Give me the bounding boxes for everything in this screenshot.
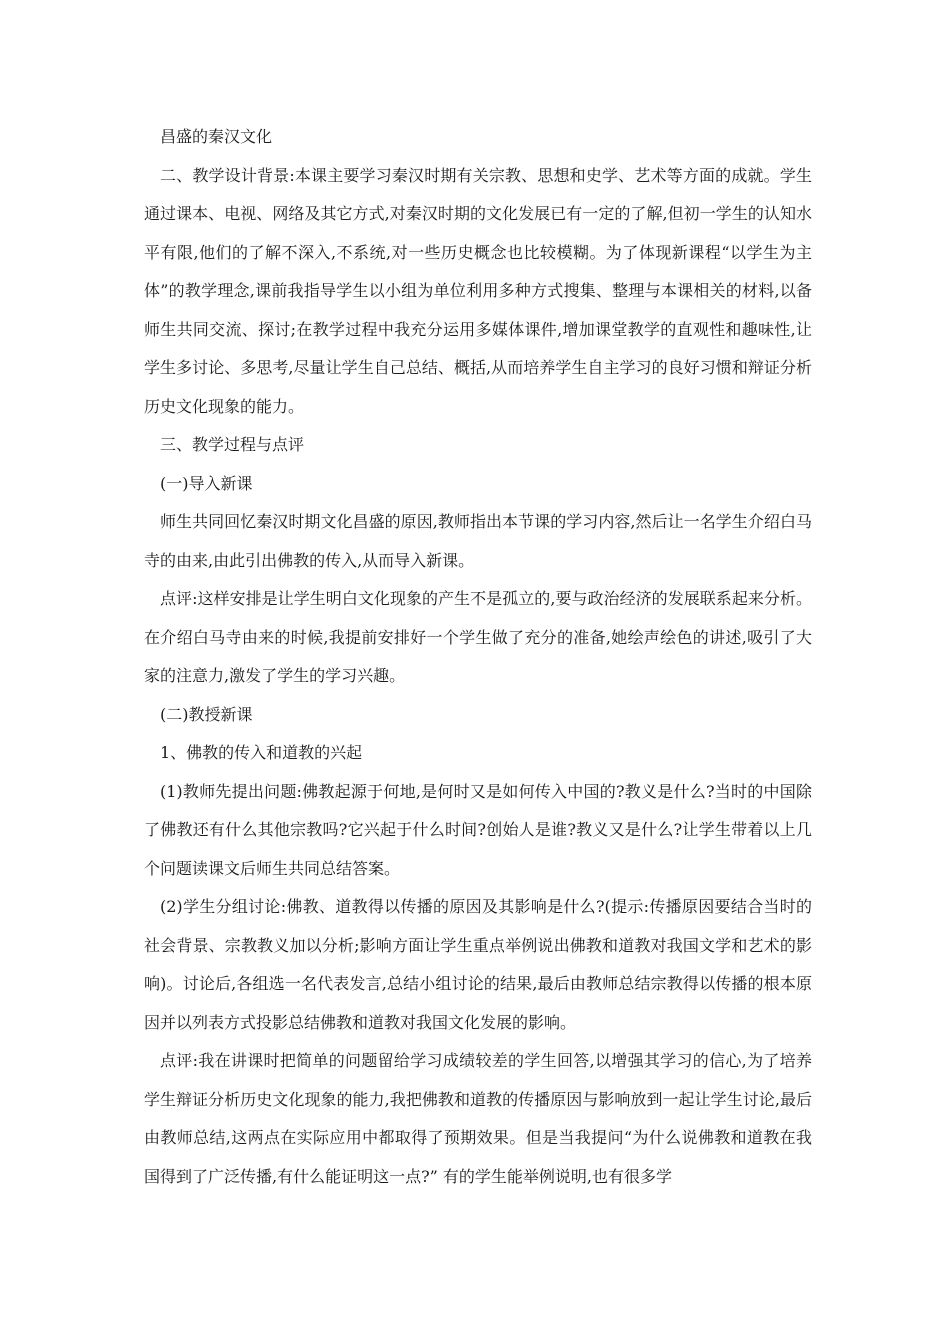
subsection-heading-teaching: (二)教授新课 (160, 704, 253, 724)
paragraph-comment-intro: 点评:这样安排是让学生明白文化现象的产生不是孤立的,要与政治经济的发展联系起来分析。在介绍白马寺由来的时候,我提前安排好一个学生做了充分的准备,她绘声绘色的讲述,吸引了大家的注意力,激发了学生的学习兴趣。 (144, 589, 812, 685)
paragraph-step-2: (2)学生分组讨论:佛教、道教得以传播的原因及其影响是什么?(提示:传播原因要结合当时的社会背景、宗教教义加以分析;影响方面让学生重点举例说出佛教和道教对我国文学和艺术的影响)。讨论后,各组选一名代表发言,总结小组讨论的结果,最后由教师总结宗教得以传播的根本原因并以列表方式投影总结佛教和道教对我国文化发展的影响。 (144, 897, 812, 1032)
paragraph-intro: 师生共同回忆秦汉时期文化昌盛的原因,教师指出本节课的学习内容,然后让一名学生介绍白马寺的由来,由此引出佛教的传入,从而导入新课。 (144, 512, 812, 570)
section-heading-process: 三、教学过程与点评 (160, 435, 305, 454)
document-body (144, 118, 812, 1196)
document-title: 昌盛的秦汉文化 (160, 127, 273, 146)
paragraph-background: 二、教学设计背景:本课主要学习秦汉时期有关宗教、思想和史学、艺术等方面的成就。学生通过课本、电视、网络及其它方式,对秦汉时期的文化发展已有一定的了解,但初一学生的认知水平有限,他们的了解不深入,不系统,对一些历史概念也比较模糊。为了体现新课程“以学生为主体”的教学理念,课前我指导学生以小组为单位利用多种方式搜集、整理与本课相关的材料,以备师生共同交流、探讨;在教学过程中我充分运用多媒体课件,增加课堂教学的直观性和趣味性,让学生多讨论、多思考,尽量让学生自己总结、概括,从而培养学生自主学习的良好习惯和辩证分析历史文化现象的能力。 (144, 165, 812, 416)
paragraph-comment-teaching: 点评:我在讲课时把简单的问题留给学习成绩较差的学生回答,以增强其学习的信心,为了培养学生辩证分析历史文化现象的能力,我把佛教和道教的传播原因与影响放到一起让学生讨论,最后由教师总结,这两点在实际应用中都取得了预期效果。但是当我提问“为什么说佛教和道教在我国得到了广泛传播,有什么能证明这一点?” 有的学生能举例说明,也有很多学 (144, 1051, 812, 1186)
topic-heading-buddhism-taoism: 1、佛教的传入和道教的兴起 (160, 743, 363, 762)
subsection-heading-intro: (一)导入新课 (160, 473, 253, 493)
paragraph-step-1: (1)教师先提出问题:佛教起源于何地,是何时又是如何传入中国的?教义是什么?当时的中国除了佛教还有什么其他宗教吗?它兴起于什么时间?创始人是谁?教义又是什么?让学生带着以上几个问题读课文后师生共同总结答案。 (144, 781, 812, 878)
